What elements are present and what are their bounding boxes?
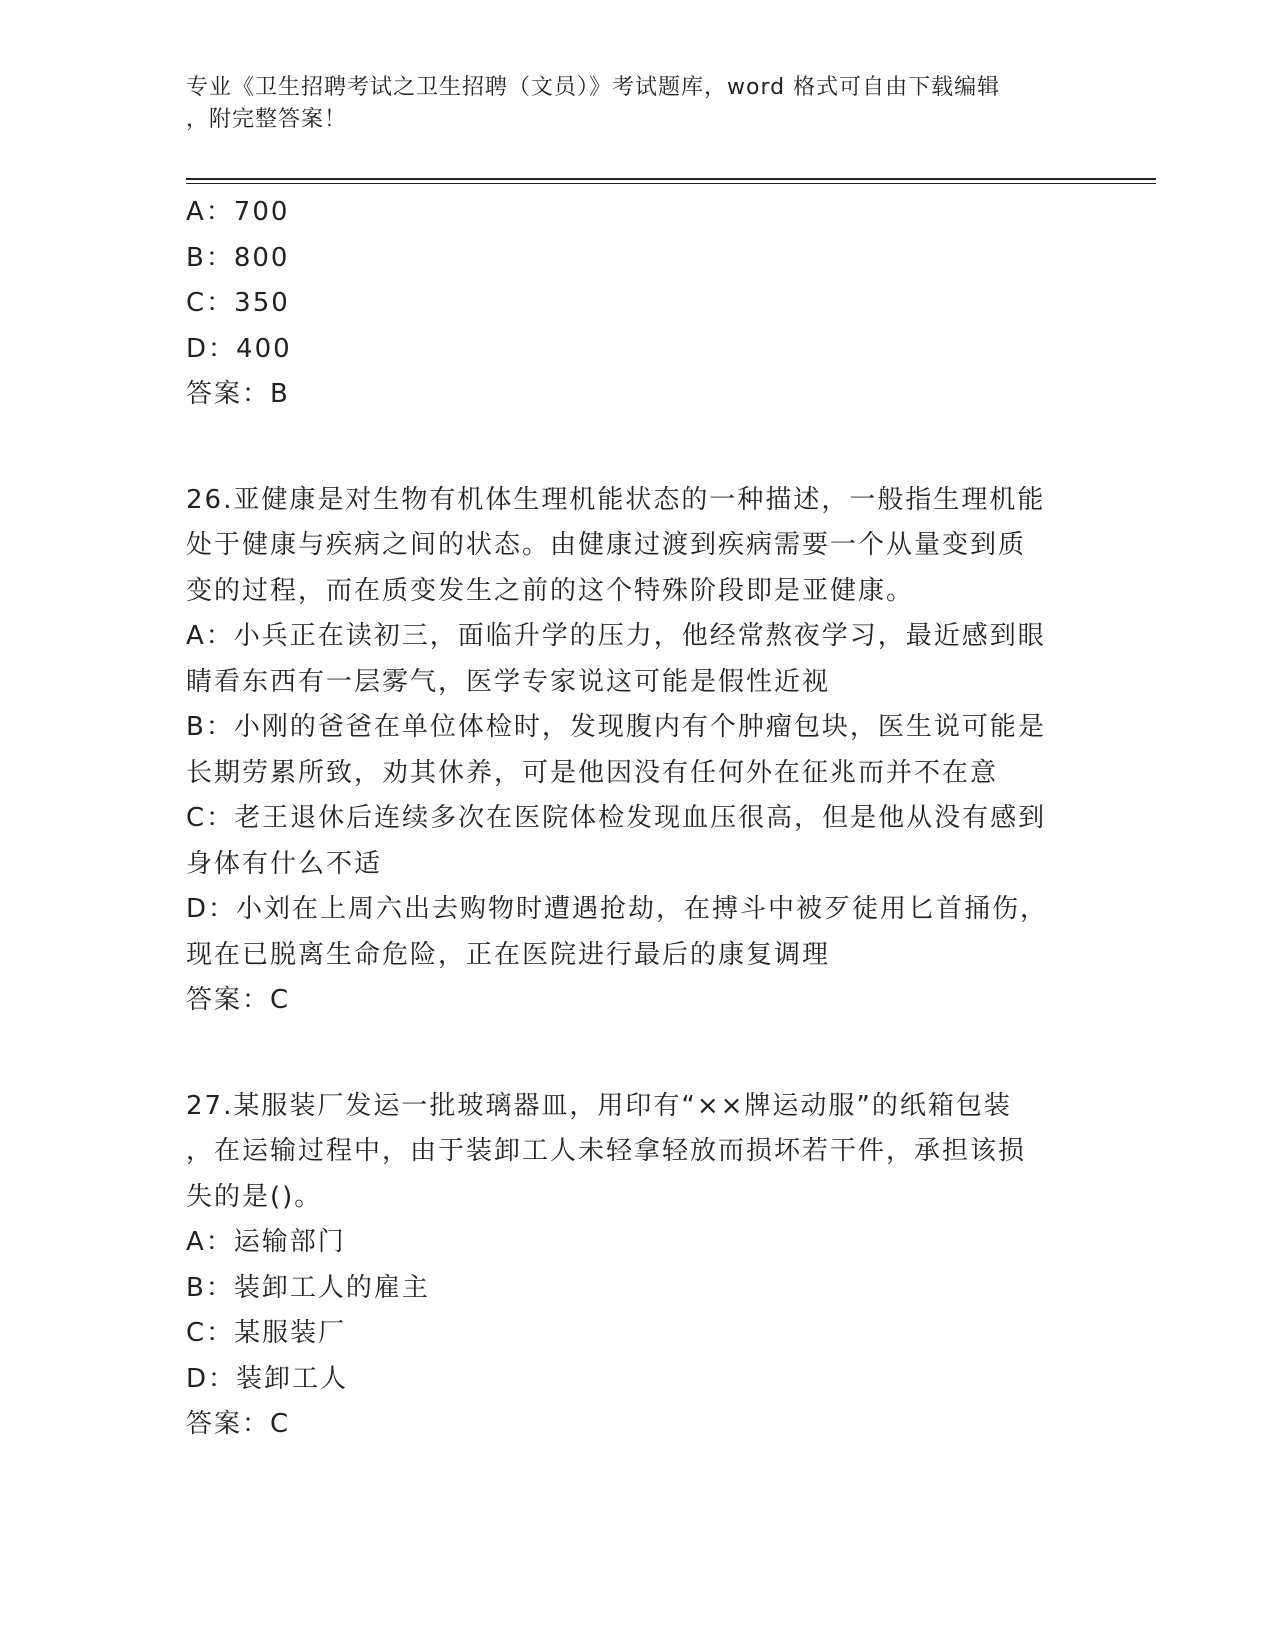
option-b: B：800 xyxy=(186,242,290,273)
question-stem-line: 变的过程，而在质变发生之前的这个特殊阶段即是亚健康。 xyxy=(186,575,915,606)
spacer xyxy=(186,418,1086,478)
question-stem-line: 26.亚健康是对生物有机体生理机能状态的一种描述，一般指生理机能 xyxy=(186,484,1046,515)
answer-line: 答案：C xyxy=(186,985,291,1015)
question-27 xyxy=(186,1084,1086,1448)
answer-line: 答案：C xyxy=(186,1409,291,1439)
header-line-1: 专业《卫生招聘考试之卫生招聘（文员）》考试题库，word 格式可自由下载编辑 xyxy=(186,75,1001,100)
option-d: D：400 xyxy=(186,333,292,364)
option-c: C：老王退休后连续多次在医院体检发现血压很高，但是他从没有感到 xyxy=(186,803,1047,833)
option-c: C：350 xyxy=(186,288,290,318)
option-d: D：小刘在上周六出去购物时遭遇抢劫，在搏斗中被歹徒用匕首捅伤， xyxy=(186,894,1049,924)
option-a: A：运输部门 xyxy=(186,1227,346,1257)
question-stem-line: 处于健康与疾病之间的状态。由健康过渡到疾病需要一个从量变到质 xyxy=(186,530,1027,560)
option-d-cont: 现在已脱离生命危险，正在医院进行最后的康复调理 xyxy=(186,939,831,970)
option-a: A：小兵正在读初三，面临升学的压力，他经常熬夜学习，最近感到眼 xyxy=(186,621,1046,651)
option-d: D：装卸工人 xyxy=(186,1363,349,1394)
option-b: B：小刚的爸爸在单位体检时，发现腹内有个肿瘤包块，医生说可能是 xyxy=(186,712,1046,742)
spacer xyxy=(186,1024,1086,1084)
answer-line: 答案：B xyxy=(186,379,290,409)
option-c: C：某服装厂 xyxy=(186,1318,347,1348)
option-b: B：装卸工人的雇主 xyxy=(186,1272,430,1303)
header-divider-thin xyxy=(186,183,1156,184)
question-26 xyxy=(186,478,1086,1024)
question-list xyxy=(186,190,1086,1448)
document-header xyxy=(186,72,1066,136)
option-b-cont: 长期劳累所致，劝其休养，可是他因没有任何外在征兆而并不在意 xyxy=(186,757,999,788)
header-divider-thick xyxy=(186,178,1156,180)
option-a: A：700 xyxy=(186,197,290,227)
option-a-cont: 睛看东西有一层雾气，医学专家说这可能是假性近视 xyxy=(186,666,831,697)
option-c-cont: 身体有什么不适 xyxy=(186,848,383,879)
question-stem-line: 失的是()。 xyxy=(186,1181,323,1212)
question-stem-line: ，在运输过程中，由于装卸工人未轻拿轻放而损坏若干件，承担该损 xyxy=(186,1136,1027,1166)
question-stem-line: 27.某服装厂发运一批玻璃器皿，用印有“××牌运动服”的纸箱包装 xyxy=(186,1090,1012,1121)
question-25 xyxy=(186,190,1086,418)
header-line-2: ，附完整答案！ xyxy=(186,107,348,132)
